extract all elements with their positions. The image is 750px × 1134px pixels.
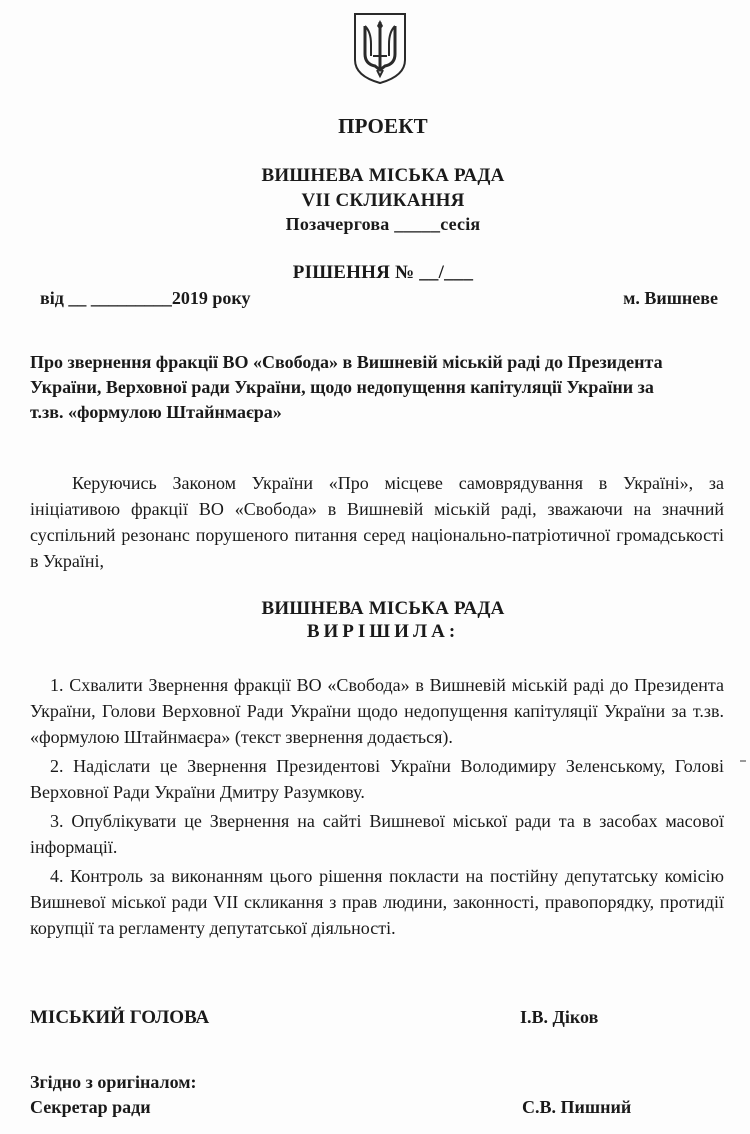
city-name: м. Вишневе: [623, 288, 718, 308]
project-label: ПРОЕКТ: [338, 114, 428, 138]
scan-mark: [740, 760, 746, 762]
preamble-paragraph: Керуючись Законом України «Про місцеве самоврядування в Україні», за ініціативою фракції ВО «Свобода» в Вишневій міській раді, зважаючи на значний суспільний резонанс порушеного питання серед національно-патріотичної громадськості в Україні,: [30, 473, 724, 571]
resolution-items: [30, 672, 724, 944]
secretary-title: Секретар ради: [30, 1097, 151, 1117]
decision-subject: Про звернення фракції ВО «Свобода» в Вишневій міській раді до Президента України, Верховної ради України, щодо недопущення капітуляції України за т.зв. «формулою Штайнмаєра»: [30, 352, 663, 422]
resolution-council: ВИШНЕВА МІСЬКА РАДА: [261, 598, 505, 619]
resolution-item: 2. Надіслати це Звернення Президентові України Володимиру Зеленському, Голові Верховної Ради України Дмитру Разумкову.: [30, 756, 724, 802]
resolution-item: 3. Опублікувати це Звернення на сайті Вишневої міської ради та в засобах масової інформації.: [30, 811, 724, 857]
secretary-name: С.В. Пишний: [522, 1097, 632, 1117]
mayor-title: МІСЬКИЙ ГОЛОВА: [30, 1007, 210, 1028]
session-line: Позачергова _____сесія: [285, 214, 481, 234]
mayor-name: І.В. Діков: [520, 1007, 599, 1027]
resolution-item: 4. Контроль за виконанням цього рішення покласти на постійну депутатську комісію Вишневої міської ради VII скликання з прав людини, законності, правопорядку, протидії корупції та регламенту депутатської діяльності.: [30, 866, 724, 938]
decision-date: від __ _________2019 року: [40, 288, 251, 308]
coat-of-arms-trident-icon: [351, 10, 409, 86]
copy-note: Згідно з оригіналом:: [30, 1072, 197, 1092]
decision-title: РІШЕННЯ № __/___: [292, 262, 474, 283]
convocation: VII СКЛИКАННЯ: [301, 190, 465, 211]
resolution-verb: ВИРІШИЛА:: [306, 621, 460, 642]
council-name: ВИШНЕВА МІСЬКА РАДА: [261, 165, 505, 186]
resolution-item: 1. Схвалити Звернення фракції ВО «Свобода» в Вишневій міській раді до Президента України, Голови Верховної Ради України щодо недопущення капітуляції України за т.зв. «формулою Штайнмаєра» (текст звернення додається).: [30, 675, 724, 747]
